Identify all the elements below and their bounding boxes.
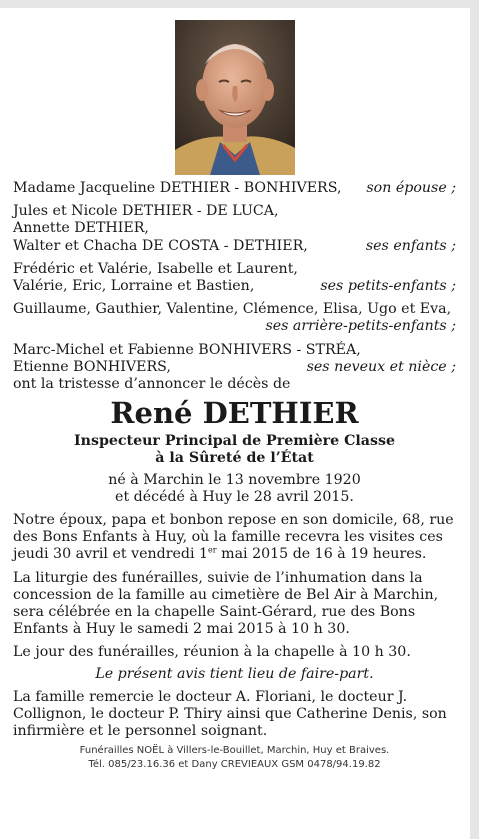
- nephews-block: [13, 342, 456, 376]
- footer-line-2: Tél. 085/23.16.36 et Dany CREVIEAUX GSM 0478/94.19.82: [88, 759, 381, 771]
- grandchildren-line-2: Valérie, Eric, Lorraine et Bastien,: [13, 278, 255, 295]
- birth-line: né à Marchin le 13 novembre 1920: [108, 471, 361, 488]
- home-text-2: mai 2015 de 16 à 19 heures.: [216, 546, 427, 563]
- great-grandchildren-role: ses arrière-petits-enfants ;: [265, 318, 456, 335]
- nephews-role: ses neveux et nièce ;: [306, 358, 456, 375]
- children-role: ses enfants ;: [365, 237, 456, 254]
- thanks-paragraph: La famille remercie le docteur A. Floriani, le docteur J. Collignon, le docteur P. Thiry ainsi que Catherine Denis, son infirmière et le personnel soignant.: [13, 688, 447, 740]
- deceased-title-line-1: Inspecteur Principal de Première Classe: [74, 433, 395, 450]
- spouse-row: [13, 180, 456, 197]
- nephews-line-2: Etienne BONHIVERS,: [13, 358, 171, 375]
- deceased-name: René DETHIER: [110, 396, 359, 431]
- meeting-paragraph: Le jour des funérailles, réunion à la chapelle à 10 h 30.: [13, 644, 411, 661]
- notice-statement: Le présent avis tient lieu de faire-part.: [95, 665, 374, 682]
- children-line-2: Annette DETHIER,: [13, 220, 149, 237]
- grandchildren-role: ses petits-enfants ;: [320, 278, 456, 295]
- portrait-photo: [175, 20, 295, 175]
- home-paragraph: [13, 512, 456, 564]
- funeral-home-footer: [13, 744, 456, 772]
- portrait-image: [175, 20, 295, 175]
- children-last-row: [13, 238, 456, 255]
- great-grandchildren-block: [13, 301, 456, 335]
- obituary-notice: [0, 8, 470, 839]
- children-block: [13, 203, 456, 255]
- home-text-1: Notre époux, papa et bonbon repose en son domicile, 68, rue des Bons Enfants à Huy, où la famille recevra les visites ces jeudi 30 avril et vendredi 1: [13, 512, 454, 563]
- nephews-last-row: [13, 359, 456, 376]
- grandchildren-line-1: Frédéric et Valérie, Isabelle et Laurent,: [13, 260, 298, 277]
- notice-body: [13, 180, 456, 772]
- deceased-title-line-2: à la Sûreté de l’État: [155, 450, 314, 467]
- home-superscript: er: [208, 545, 217, 555]
- spouse-name: Madame Jacqueline DETHIER - BONHIVERS,: [13, 180, 342, 196]
- death-line: et décédé à Huy le 28 avril 2015.: [115, 488, 354, 505]
- grandchildren-block: [13, 261, 456, 295]
- children-line-1: Jules et Nicole DETHIER - DE LUCA,: [13, 203, 279, 220]
- spouse-role: son épouse ;: [366, 180, 456, 196]
- liturgy-paragraph: La liturgie des funérailles, suivie de l’inhumation dans la concession de la famille au cimetière de Bel Air à Marchin, sera célébrée en la chapelle Saint-Gérard, rue des Bons Enfants à Huy le samedi 2 mai 2015 à 10 h 30.: [13, 569, 439, 638]
- footer-line-1: Funérailles NOËL à Villers-le-Bouillet, Marchin, Huy et Braives.: [79, 745, 390, 757]
- nephews-line-1: Marc-Michel et Fabienne BONHIVERS - STRÉA,: [13, 341, 361, 358]
- great-grandchildren-line-1: Guillaume, Gauthier, Valentine, Clémence, Elisa, Ugo et Eva,: [13, 301, 452, 318]
- announce-text: ont la tristesse d’annoncer le décès de: [13, 376, 291, 393]
- grandchildren-last-row: [13, 278, 456, 295]
- children-line-3: Walter et Chacha DE COSTA - DETHIER,: [13, 237, 308, 254]
